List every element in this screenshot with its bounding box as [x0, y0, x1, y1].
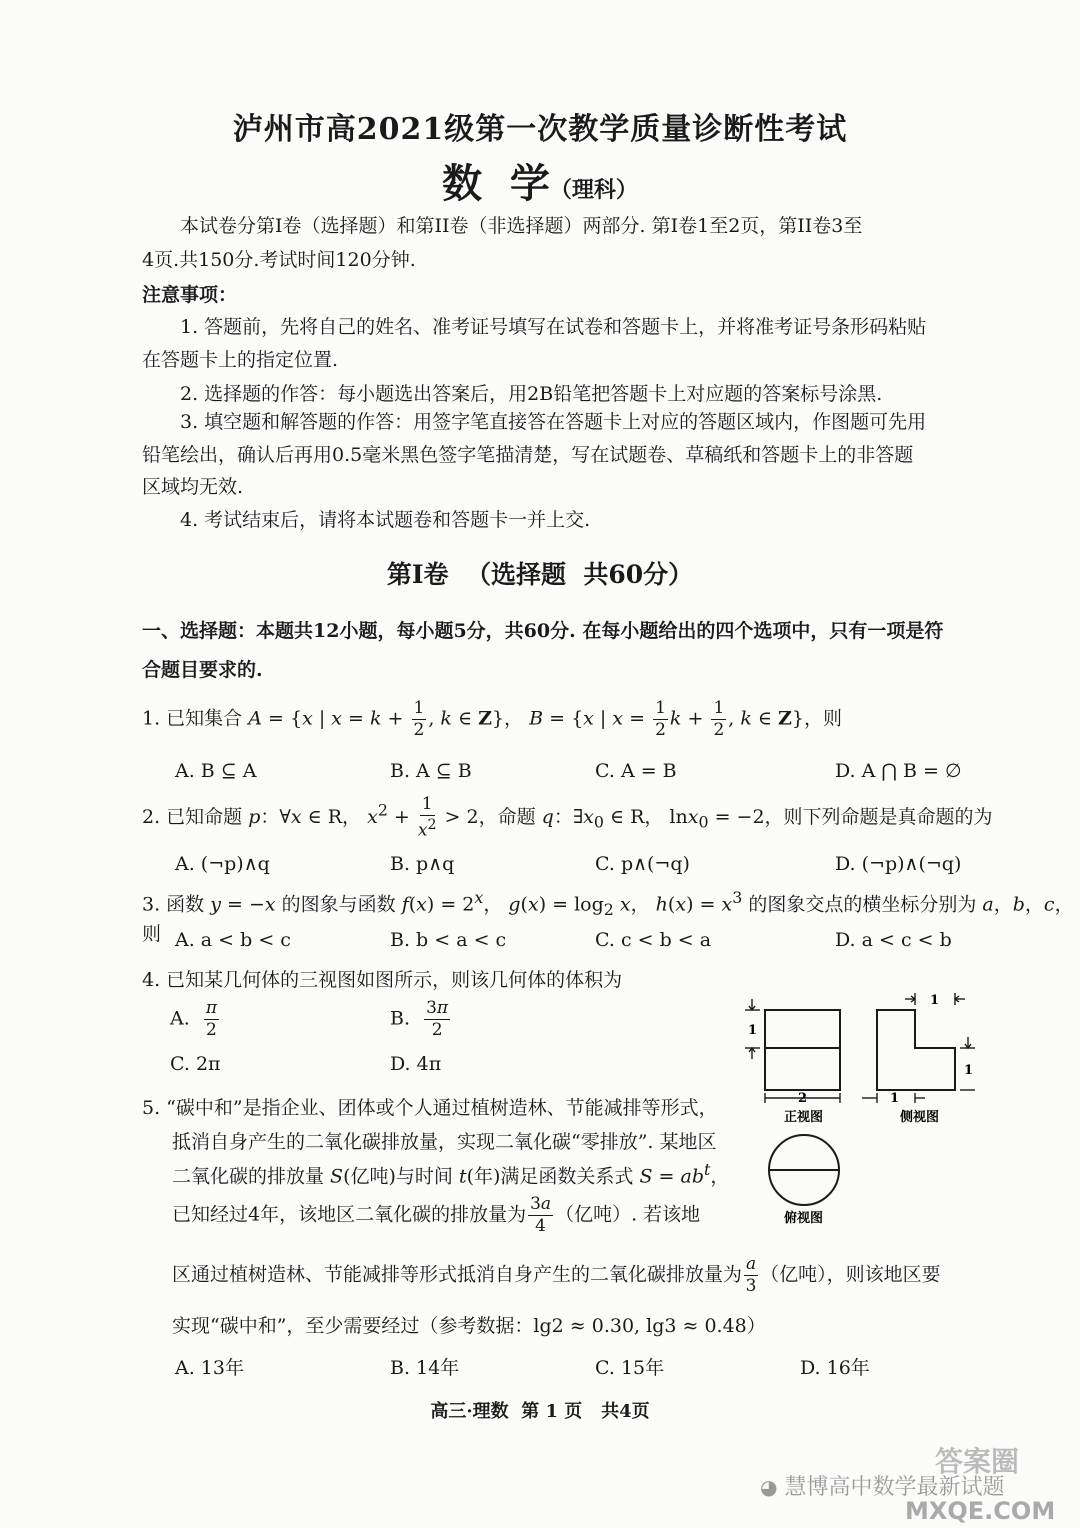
intro-line-1: 本试卷分第I卷（选择题）和第II卷（非选择题）两部分. 第I卷1至2页，第II卷3至 [180, 215, 863, 237]
q3-option-a: A. a < b < c [175, 929, 291, 951]
q5-line-1: 5. “碳中和”是指企业、团体或个人通过植树造林、节能减排等形式， [142, 1097, 718, 1119]
intro-line-2: 4页.共150分.考试时间120分钟. [142, 249, 416, 271]
fraction-one-half: $\frac{1}{2}$ [655, 698, 666, 740]
question-2: 2. 已知命题 p：∀x ∈ R， $x^2$ + $\frac{1}{x^2}$ > 2，命题 q：$\exists x_0$ ∈ R， lnx$_0$ = −2，则下列命题是真命题的为 [142, 794, 993, 841]
q4-option-b: B. $\frac{3\pi}{2}$ [390, 998, 449, 1040]
q2-option-d: D. (¬p)∧(¬q) [835, 853, 962, 875]
q5-option-b: B. 14年 [390, 1357, 460, 1379]
top-view [769, 1135, 839, 1205]
watermark-stamp: 答案圈 [935, 1445, 1020, 1478]
side-view-label: 侧视图 [900, 1110, 940, 1125]
fraction-a-over-3: $\frac{a}{3}$ [745, 1254, 757, 1296]
three-view-figure [740, 985, 990, 1230]
top-view-label: 俯视图 [784, 1211, 824, 1226]
q3-option-c: C. c < b < a [595, 929, 712, 951]
q5-line-4-suffix: （亿吨）. 若该地 [555, 1203, 701, 1226]
q5-option-c: C. 15年 [595, 1357, 665, 1379]
fraction-one-half: $\frac{1}{2}$ [413, 698, 425, 740]
q3-option-b: B. b < a < c [390, 929, 507, 951]
subject-name: 数 学 [442, 160, 550, 207]
note-1-line-1: 1. 答题前，先将自己的姓名、准考证号填写在试卷和答题卡上，并将准考证号条形码粘贴 [180, 316, 927, 338]
q5-line-3: 二氧化碳的排放量 S(亿吨)与时间 t(年)满足函数关系式 $S = ab^t$， [172, 1160, 730, 1188]
side-view [877, 1010, 955, 1090]
q5-option-d: D. 16年 [800, 1357, 870, 1379]
section-instruction-1: 一、选择题：本题共12小题，每小题5分，共60分. 在每小题给出的四个选项中，只有一项是符 [142, 620, 944, 642]
front-view-label: 正视图 [784, 1110, 824, 1125]
q1-option-c: C. A = B [595, 760, 677, 782]
fraction-3pi-over-2: $\frac{3\pi}{2}$ [426, 998, 449, 1040]
q1-option-a: A. B ⊆ A [175, 760, 257, 782]
dim-side-bottom: 1 [890, 1091, 900, 1106]
exam-title: 泸州市高2021级第一次教学质量诊断性考试 [232, 112, 848, 147]
section-instruction-2: 合题目要求的. [142, 659, 263, 681]
dim-front-height: 1 [748, 1023, 758, 1038]
fraction-pi-over-2: $\frac{\pi}{2}$ [205, 998, 218, 1040]
q4-option-a: A. $\frac{\pi}{2}$ [170, 998, 218, 1040]
q5-line-4: 已知经过4年，该地区二氧化碳的排放量为 $\frac{3a}{4}$ （亿吨）. 若该地 [172, 1194, 701, 1236]
question-3: 3. 函数 y = −x 的图象与函数 $f(x) = 2^x$， $g(x) = \log_2 x$， $h(x) = x^3$ 的图象交点的横坐标分别为 a，b，c，则 [142, 888, 1074, 946]
front-view [765, 1010, 840, 1090]
watermark-site: MXQE.COM [905, 1497, 1056, 1525]
q5-line-5-suffix: （亿吨），则该地区要 [760, 1263, 941, 1286]
question-3-number: 3. [142, 893, 161, 916]
subject-title [0, 152, 1080, 209]
watermark-account-text: 慧博高中数学最新试题 [784, 1475, 1005, 1500]
notes-heading: 注意事项： [142, 284, 238, 306]
q5-line-6: 实现“碳中和”，至少需要经过（参考数据：lg2 ≈ 0.30, lg3 ≈ 0.48） [172, 1315, 766, 1337]
dim-front-width: 2 [798, 1091, 808, 1106]
dim-side-right: 1 [964, 1063, 974, 1078]
question-1-number: 1. [142, 707, 161, 730]
section-title: 第I卷 （选择题 共60分） [386, 560, 694, 589]
q5-line-5-prefix: 区通过植树造林、节能减排等形式抵消自身产生的二氧化碳排放量为 [172, 1263, 743, 1286]
fraction-3a-over-4: $\frac{3a}{4}$ [530, 1194, 552, 1236]
q1-option-d: D. A ⋂ B = ∅ [835, 760, 962, 782]
q5-line-5 [172, 1256, 941, 1295]
q2-option-a: A. (¬p)∧q [175, 853, 270, 875]
q4-option-c: C. 2π [170, 1053, 221, 1075]
subject-note: （理科） [549, 177, 638, 203]
question-1: 1. 已知集合 A = {x | x = k + $\frac{1}{2}$ , k ∈ Z}， B = {x | x = $\frac{1}{2}$ k + $\frac{1}{2}$ , k ∈ Z}，则 [142, 698, 842, 740]
q5-option-a: A. 13年 [175, 1357, 244, 1379]
question-2-number: 2. [142, 805, 161, 828]
note-2: 2. 选择题的作答：每小题选出答案后，用2B铅笔把答题卡上对应题的答案标号涂黑. [180, 383, 883, 405]
fraction-one-half: $\frac{1}{2}$ [713, 698, 725, 740]
note-3-line-2: 铅笔绘出，确认后再用0.5毫米黑色签字笔描清楚，写在试题卷、草稿纸和答题卡上的非答题 [142, 444, 914, 466]
q5-line-2: 抵消自身产生的二氧化碳排放量，实现二氧化碳“零排放”. 某地区 [172, 1131, 717, 1153]
q3-option-d: D. a < c < b [835, 929, 952, 951]
note-1-line-2: 在答题卡上的指定位置. [142, 349, 339, 371]
page-footer: 高三·理数 第 1 页 共4页 [430, 1401, 650, 1422]
q4-option-d: D. 4π [390, 1053, 442, 1075]
q2-option-b: B. p∧q [390, 853, 455, 875]
q2-option-c: C. p∧(¬q) [595, 853, 690, 875]
wechat-icon: ◕ [760, 1475, 778, 1499]
fraction-one-over-x-squared: $\frac{1}{x^2}$ [417, 794, 437, 841]
note-3-line-1: 3. 填空题和解答题的作答：用签字笔直接答在答题卡上对应的答题区域内，作图题可先用 [180, 411, 927, 433]
note-3-line-3: 区域均无效. [142, 476, 244, 498]
question-4: 4. 已知某几何体的三视图如图所示，则该几何体的体积为 [142, 969, 623, 991]
note-4: 4. 考试结束后，请将本试题卷和答题卡一并上交. [180, 509, 591, 531]
dim-side-top: 1 [930, 993, 940, 1008]
q1-option-b: B. A ⊆ B [390, 760, 472, 782]
